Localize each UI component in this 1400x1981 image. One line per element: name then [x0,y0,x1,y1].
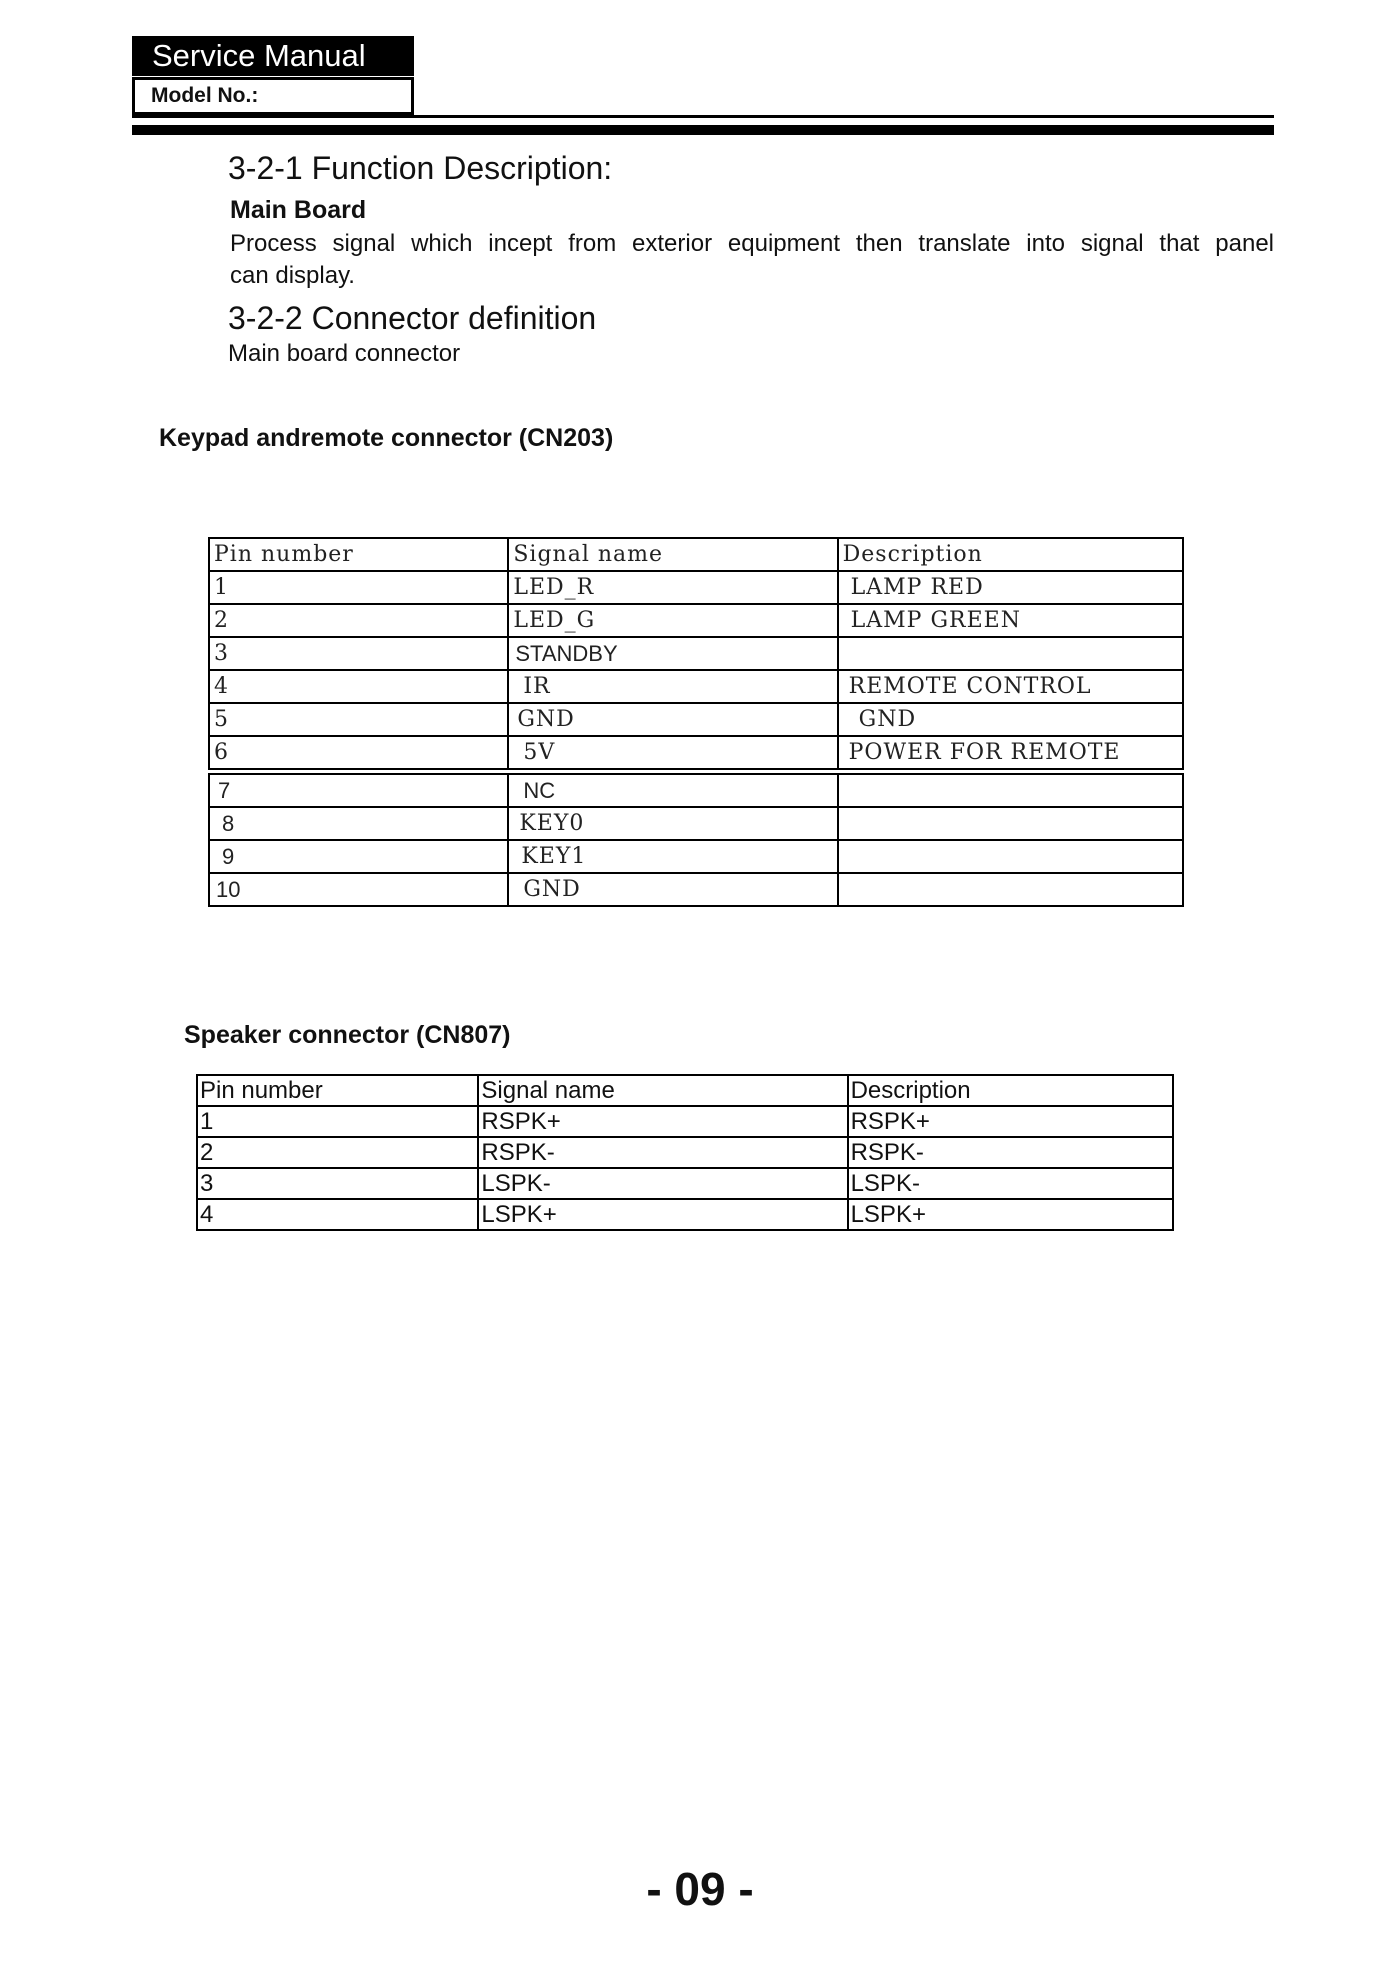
keypad-connector-table [208,537,1184,907]
table-cell: 1 [209,571,508,604]
table-row [197,1137,1173,1168]
header-cell: Description [848,1075,1173,1106]
table-row [209,670,1183,703]
table-row [209,571,1183,604]
table-header-row [209,538,1183,571]
table-row [209,840,1183,873]
page-number: - 09 - [646,1863,754,1915]
table-cell: 2 [197,1137,478,1168]
table-cell: KEY1 [508,840,837,873]
table-cell: LSPK- [478,1168,847,1199]
table-cell: 2 [209,604,508,637]
table-cell: REMOTE CONTROL [838,670,1183,703]
paragraph-line-2: can display. [230,262,355,289]
table-cell: 3 [209,637,508,670]
header-rule-thick [132,125,1274,135]
table-cell: RSPK+ [478,1106,847,1137]
table-row [197,1199,1173,1230]
table-cell: 5V [508,736,837,769]
table-header-row [197,1075,1173,1106]
section-title-connector: 3-2-2 Connector definition [228,300,597,336]
paragraph-line-1: Process signal which incept from exterior equipment then translate into signal that panel [230,230,1274,257]
header-cell: Pin number [209,538,508,571]
table-cell: 6 [209,736,508,769]
model-number-label: Model No.: [132,77,414,115]
table-cell [838,807,1183,840]
table-row [209,703,1183,736]
table-cell: 4 [209,670,508,703]
manual-title: Service Manual [132,36,414,76]
table-cell: POWER FOR REMOTE [838,736,1183,769]
table-cell: 10 [209,873,508,906]
table-cell: LSPK- [848,1168,1173,1199]
header-cell: Description [838,538,1183,571]
main-board-connector-label: Main board connector [228,340,461,367]
table-cell: LSPK+ [848,1199,1173,1230]
table-cell: 4 [197,1199,478,1230]
table-cell [838,774,1183,807]
table-cell: KEY0 [508,807,837,840]
function-paragraph [230,228,1274,292]
table-cell: LAMP GREEN [838,604,1183,637]
table-cell: NC [508,774,837,807]
table-row [197,1168,1173,1199]
table-cell: LED_G [508,604,837,637]
main-board-heading: Main Board [230,196,367,224]
table-cell: 1 [197,1106,478,1137]
table-cell: IR [508,670,837,703]
table-cell [838,840,1183,873]
table-cell: LSPK+ [478,1199,847,1230]
table-cell: STANDBY [508,637,837,670]
header-rule-thin [132,115,1274,118]
table-row [209,637,1183,670]
table-cell: GND [508,703,837,736]
header-cell: Pin number [197,1075,478,1106]
table-cell: 9 [209,840,508,873]
table-cell: RSPK- [478,1137,847,1168]
table-row [209,873,1183,906]
table-cell: LAMP RED [838,571,1183,604]
table-cell: 3 [197,1168,478,1199]
section-title-function: 3-2-1 Function Description: [228,150,613,186]
table-cell: 5 [209,703,508,736]
table-row [209,604,1183,637]
table-cell: RSPK- [848,1137,1173,1168]
table-cell: GND [838,703,1183,736]
table-cell: RSPK+ [848,1106,1173,1137]
table-row [209,774,1183,807]
keypad-table-heading: Keypad andremote connector (CN203) [159,424,614,452]
header-cell: Signal name [478,1075,847,1106]
table-cell [838,637,1183,670]
speaker-table-heading: Speaker connector (CN807) [184,1021,511,1049]
table-row [209,736,1183,769]
header-cell: Signal name [508,538,837,571]
speaker-connector-table [196,1074,1174,1231]
table-cell: LED_R [508,571,837,604]
table-cell: GND [508,873,837,906]
table-cell: 7 [209,774,508,807]
table-cell: 8 [209,807,508,840]
table-row [197,1106,1173,1137]
table-row [209,807,1183,840]
table-cell [838,873,1183,906]
